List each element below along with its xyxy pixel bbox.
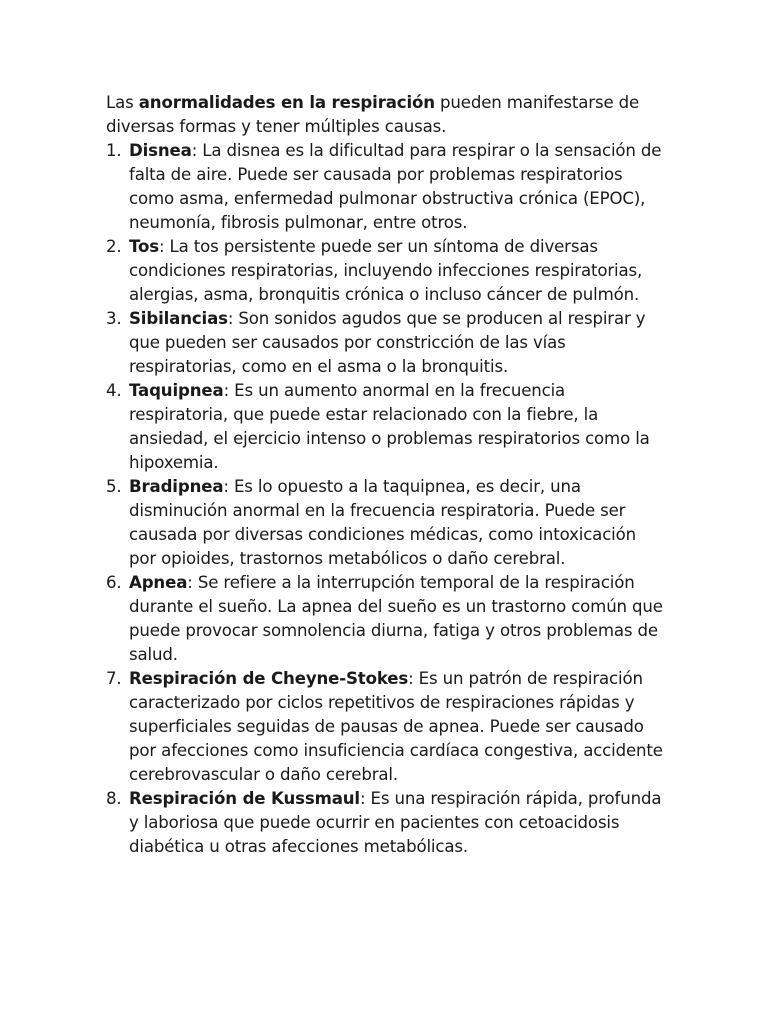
- list-term: Sibilancias: [129, 309, 228, 328]
- list-item-apnea: [106, 571, 666, 667]
- list-term: Apnea: [129, 573, 188, 592]
- list-number: 5.: [106, 477, 122, 496]
- list-description: : La tos persistente puede ser un síntoma de diversas condiciones respiratorias, incluyendo infecciones respiratorias, alergias, asma, bronquitis crónica o incluso cáncer de pulmón.: [129, 237, 643, 304]
- list-number: 1.: [106, 141, 122, 160]
- list-description: : Es un patrón de respiración caracterizado por ciclos repetitivos de respiraciones rápidas y superficiales seguidas de pausas de apnea. Puede ser causado por afecciones como insuficiencia cardíaca congestiva, accidente cerebrovascular o daño cerebral.: [129, 669, 663, 784]
- list-term: Taquipnea: [129, 381, 224, 400]
- list-description: : Es un aumento anormal en la frecuencia respiratoria, que puede estar relacionado con la fiebre, la ansiedad, el ejercicio intenso o problemas respiratorios como la hipoxemia.: [129, 381, 650, 472]
- intro-paragraph: [106, 91, 666, 139]
- list-item-taquipnea: [106, 379, 666, 475]
- intro-text-before: Las: [106, 93, 139, 112]
- list-number: 4.: [106, 381, 122, 400]
- list-term: Disnea: [129, 141, 192, 160]
- list-item-sibilancias: [106, 307, 666, 379]
- abnormalities-list: [106, 139, 666, 859]
- list-term: Bradipnea: [129, 477, 224, 496]
- list-description: : Se refiere a la interrupción temporal de la respiración durante el sueño. La apnea del sueño es un trastorno común que puede provocar somnolencia diurna, fatiga y otros problemas de salud.: [129, 573, 663, 664]
- list-item-kussmaul: [106, 787, 666, 859]
- list-number: 3.: [106, 309, 122, 328]
- list-item-bradipnea: [106, 475, 666, 571]
- list-term: Respiración de Cheyne-Stokes: [129, 669, 409, 688]
- list-term: Respiración de Kussmaul: [129, 789, 360, 808]
- list-number: 7.: [106, 669, 122, 688]
- intro-text-after: pueden manifestarse de diversas formas y tener múltiples causas.: [106, 93, 640, 136]
- list-description: : Es una respiración rápida, profunda y laboriosa que puede ocurrir en pacientes con cetoacidosis diabética u otras afecciones metabólicas.: [129, 789, 662, 856]
- list-description: : Es lo opuesto a la taquipnea, es decir, una disminución anormal en la frecuencia respiratoria. Puede ser causada por diversas condiciones médicas, como intoxicación por opioides, trastornos metabólicos o daño cerebral.: [129, 477, 636, 568]
- list-number: 2.: [106, 237, 122, 256]
- list-number: 8.: [106, 789, 122, 808]
- list-item-disnea: [106, 139, 666, 235]
- list-description: : Son sonidos agudos que se producen al respirar y que pueden ser causados por constricción de las vías respiratorias, como en el asma o la bronquitis.: [129, 309, 646, 376]
- list-number: 6.: [106, 573, 122, 592]
- list-item-cheyne-stokes: [106, 667, 666, 787]
- list-description: : La disnea es la dificultad para respirar o la sensación de falta de aire. Puede ser causada por problemas respiratorios como asma, enfermedad pulmonar obstructiva crónica (EPOC), neumonía, fibrosis pulmonar, entre otros.: [129, 141, 662, 232]
- intro-bold-term: anormalidades en la respiración: [138, 93, 435, 112]
- document-body: [106, 91, 666, 859]
- list-item-tos: [106, 235, 666, 307]
- list-term: Tos: [129, 237, 159, 256]
